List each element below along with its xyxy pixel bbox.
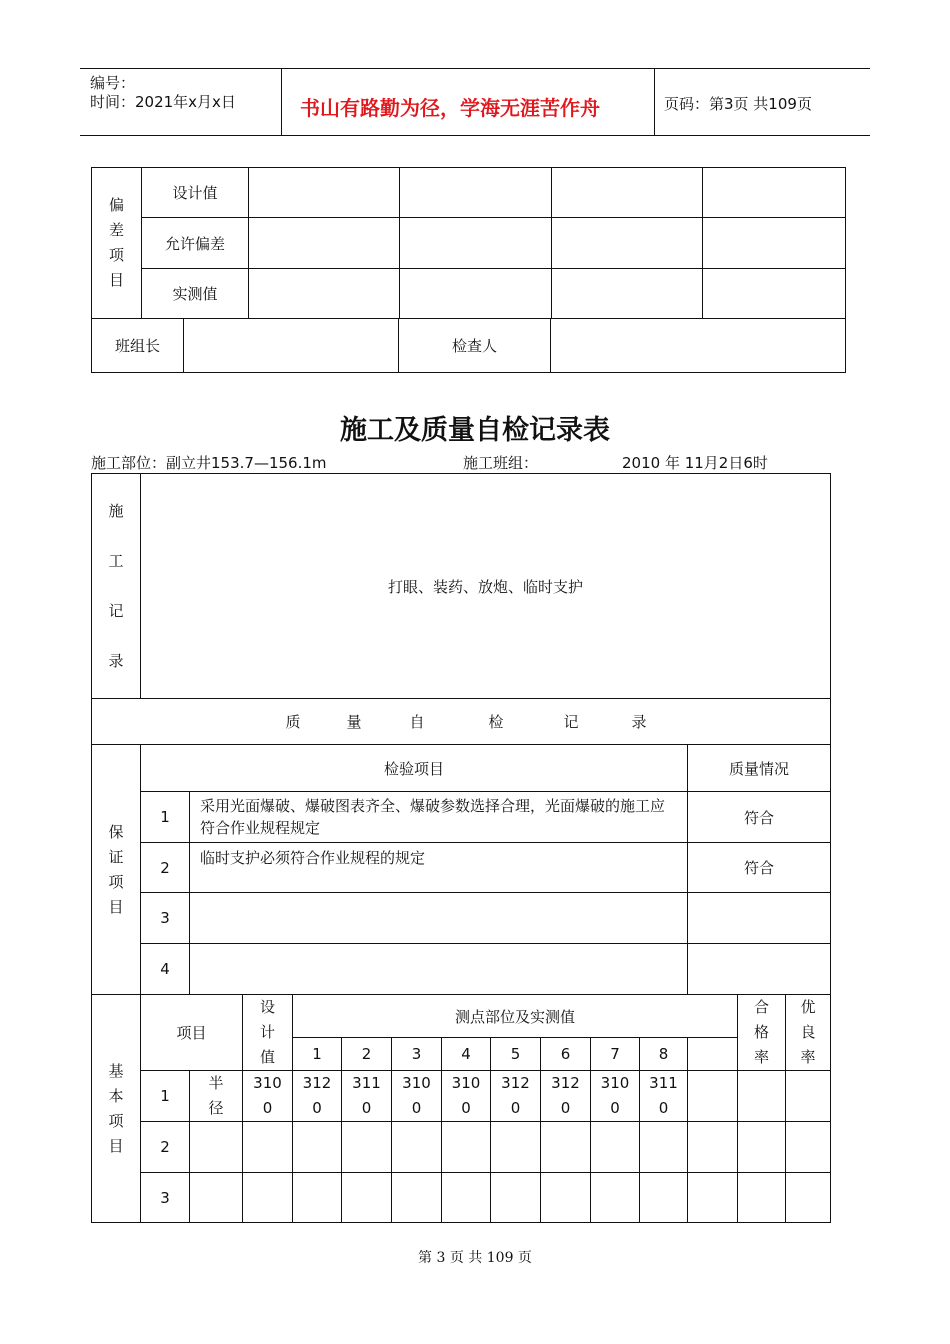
construction-record-label: 施 工 记 录 bbox=[92, 474, 141, 699]
pass-rate-value[interactable] bbox=[738, 1122, 786, 1173]
point-header: 7 bbox=[591, 1038, 640, 1071]
quality-check-header: 质 量 自 检 记 录 bbox=[92, 699, 831, 745]
measured-value[interactable] bbox=[442, 1173, 491, 1223]
measured-value[interactable] bbox=[688, 1173, 738, 1223]
point-header: 5 bbox=[491, 1038, 541, 1071]
team-leader-field[interactable] bbox=[184, 319, 399, 373]
measured-value[interactable] bbox=[491, 1173, 541, 1223]
point-header: 1 bbox=[293, 1038, 342, 1071]
measured-value[interactable]: 310 0 bbox=[442, 1071, 491, 1122]
basic-row-no: 1 bbox=[141, 1071, 190, 1122]
cell[interactable] bbox=[552, 218, 703, 269]
guarantee-row-no: 4 bbox=[141, 944, 190, 995]
basic-row-no: 3 bbox=[141, 1173, 190, 1223]
motto: 书山有路勤为径，学海无涯苦作舟 bbox=[300, 96, 600, 120]
inspection-item-header: 检验项目 bbox=[141, 745, 688, 792]
guarantee-row-text[interactable] bbox=[190, 893, 688, 944]
measured-value[interactable]: 310 0 bbox=[392, 1071, 442, 1122]
item-header: 项目 bbox=[141, 995, 243, 1071]
measured-value[interactable]: 312 0 bbox=[541, 1071, 591, 1122]
basic-row-design[interactable] bbox=[243, 1122, 293, 1173]
measured-value[interactable]: 311 0 bbox=[640, 1071, 688, 1122]
design-value-label: 设计值 bbox=[142, 168, 249, 218]
cell[interactable] bbox=[249, 218, 400, 269]
good-rate-header: 优 良 率 bbox=[786, 995, 831, 1071]
guarantee-row-result[interactable] bbox=[688, 893, 831, 944]
cell[interactable] bbox=[400, 218, 552, 269]
form-title: 施工及质量自检记录表 bbox=[340, 415, 610, 446]
header-top-rule bbox=[80, 68, 870, 69]
measured-value[interactable]: 312 0 bbox=[293, 1071, 342, 1122]
cell[interactable] bbox=[703, 168, 846, 218]
construction-record-content[interactable]: 打眼、装药、放炮、临时支护 bbox=[141, 474, 831, 699]
point-header: 2 bbox=[342, 1038, 392, 1071]
pass-rate-header: 合 格 率 bbox=[738, 995, 786, 1071]
guarantee-row-text[interactable]: 临时支护必须符合作业规程的规定 bbox=[190, 843, 688, 893]
record-date: 2010 年 11月2日6时 bbox=[622, 454, 768, 472]
point-header-blank bbox=[688, 1038, 738, 1071]
good-rate-value[interactable] bbox=[786, 1071, 831, 1122]
point-header: 4 bbox=[442, 1038, 491, 1071]
number-label: 编号： bbox=[90, 74, 136, 92]
measured-value[interactable] bbox=[541, 1173, 591, 1223]
quality-status-header: 质量情况 bbox=[688, 745, 831, 792]
guarantee-row-no: 1 bbox=[141, 792, 190, 843]
inspector-field[interactable] bbox=[551, 319, 846, 373]
guarantee-row-no: 2 bbox=[141, 843, 190, 893]
deviation-group-label: 偏 差 项 目 bbox=[92, 168, 142, 319]
basic-row-item: 半 径 bbox=[190, 1071, 243, 1122]
cell[interactable] bbox=[552, 168, 703, 218]
guarantee-row-result[interactable] bbox=[688, 944, 831, 995]
deviation-table bbox=[91, 167, 846, 319]
point-header: 8 bbox=[640, 1038, 688, 1071]
pass-rate-value[interactable] bbox=[738, 1071, 786, 1122]
measured-value[interactable] bbox=[688, 1071, 738, 1122]
pass-rate-value[interactable] bbox=[738, 1173, 786, 1223]
design-value-header: 设 计 值 bbox=[243, 995, 293, 1071]
construction-team-label: 施工班组： bbox=[463, 454, 539, 472]
measured-value[interactable] bbox=[442, 1122, 491, 1173]
measured-value[interactable] bbox=[342, 1173, 392, 1223]
cell[interactable] bbox=[249, 168, 400, 218]
basic-items-label: 基 本 项 目 bbox=[92, 995, 141, 1223]
header-bottom-rule bbox=[80, 135, 870, 136]
page-footer: 第 3 页 共 109 页 bbox=[418, 1250, 532, 1266]
point-header: 3 bbox=[392, 1038, 442, 1071]
measured-value[interactable] bbox=[591, 1173, 640, 1223]
measured-value[interactable]: 311 0 bbox=[342, 1071, 392, 1122]
allowed-deviation-label: 允许偏差 bbox=[142, 218, 249, 269]
cell[interactable] bbox=[249, 269, 400, 319]
measured-value[interactable] bbox=[591, 1122, 640, 1173]
time-label: 时间：2021年x月x日 bbox=[90, 93, 236, 111]
measured-value[interactable]: 310 0 bbox=[591, 1071, 640, 1122]
cell[interactable] bbox=[400, 168, 552, 218]
good-rate-value[interactable] bbox=[786, 1122, 831, 1173]
good-rate-value[interactable] bbox=[786, 1173, 831, 1223]
basic-row-item[interactable] bbox=[190, 1122, 243, 1173]
guarantee-row-result[interactable]: 符合 bbox=[688, 843, 831, 893]
measured-value[interactable] bbox=[640, 1122, 688, 1173]
guarantee-row-text[interactable]: 采用光面爆破、爆破图表齐全、爆破参数选择合理，光面爆破的施工应符合作业规程规定 bbox=[190, 792, 688, 843]
basic-row-no: 2 bbox=[141, 1122, 190, 1173]
cell[interactable] bbox=[400, 269, 552, 319]
cell[interactable] bbox=[552, 269, 703, 319]
guarantee-row-no: 3 bbox=[141, 893, 190, 944]
page-code: 页码：第3页 共109页 bbox=[664, 95, 812, 113]
team-leader-label: 班组长 bbox=[92, 319, 184, 373]
measured-value[interactable] bbox=[293, 1173, 342, 1223]
measured-value[interactable] bbox=[342, 1122, 392, 1173]
cell[interactable] bbox=[703, 269, 846, 319]
measured-value[interactable] bbox=[541, 1122, 591, 1173]
guarantee-row-result[interactable]: 符合 bbox=[688, 792, 831, 843]
header-divider bbox=[654, 68, 655, 135]
record-table bbox=[91, 473, 831, 1223]
signoff-table bbox=[91, 318, 846, 373]
measured-value[interactable] bbox=[392, 1173, 442, 1223]
point-header: 6 bbox=[541, 1038, 591, 1071]
measured-value[interactable]: 312 0 bbox=[491, 1071, 541, 1122]
guarantee-items-label: 保 证 项 目 bbox=[92, 745, 141, 995]
measured-value[interactable] bbox=[293, 1122, 342, 1173]
basic-row-item[interactable] bbox=[190, 1173, 243, 1223]
header-divider bbox=[281, 68, 282, 135]
measured-value-label: 实测值 bbox=[142, 269, 249, 319]
measured-value[interactable] bbox=[392, 1122, 442, 1173]
basic-row-design[interactable] bbox=[243, 1173, 293, 1223]
inspector-label: 检查人 bbox=[399, 319, 551, 373]
measured-value[interactable] bbox=[688, 1122, 738, 1173]
basic-row-design[interactable]: 310 0 bbox=[243, 1071, 293, 1122]
measured-value[interactable] bbox=[640, 1173, 688, 1223]
cell[interactable] bbox=[703, 218, 846, 269]
measurement-header: 测点部位及实测值 bbox=[293, 995, 738, 1038]
measured-value[interactable] bbox=[491, 1122, 541, 1173]
construction-location: 施工部位：副立井153.7—156.1m bbox=[91, 454, 327, 472]
guarantee-row-text[interactable] bbox=[190, 944, 688, 995]
